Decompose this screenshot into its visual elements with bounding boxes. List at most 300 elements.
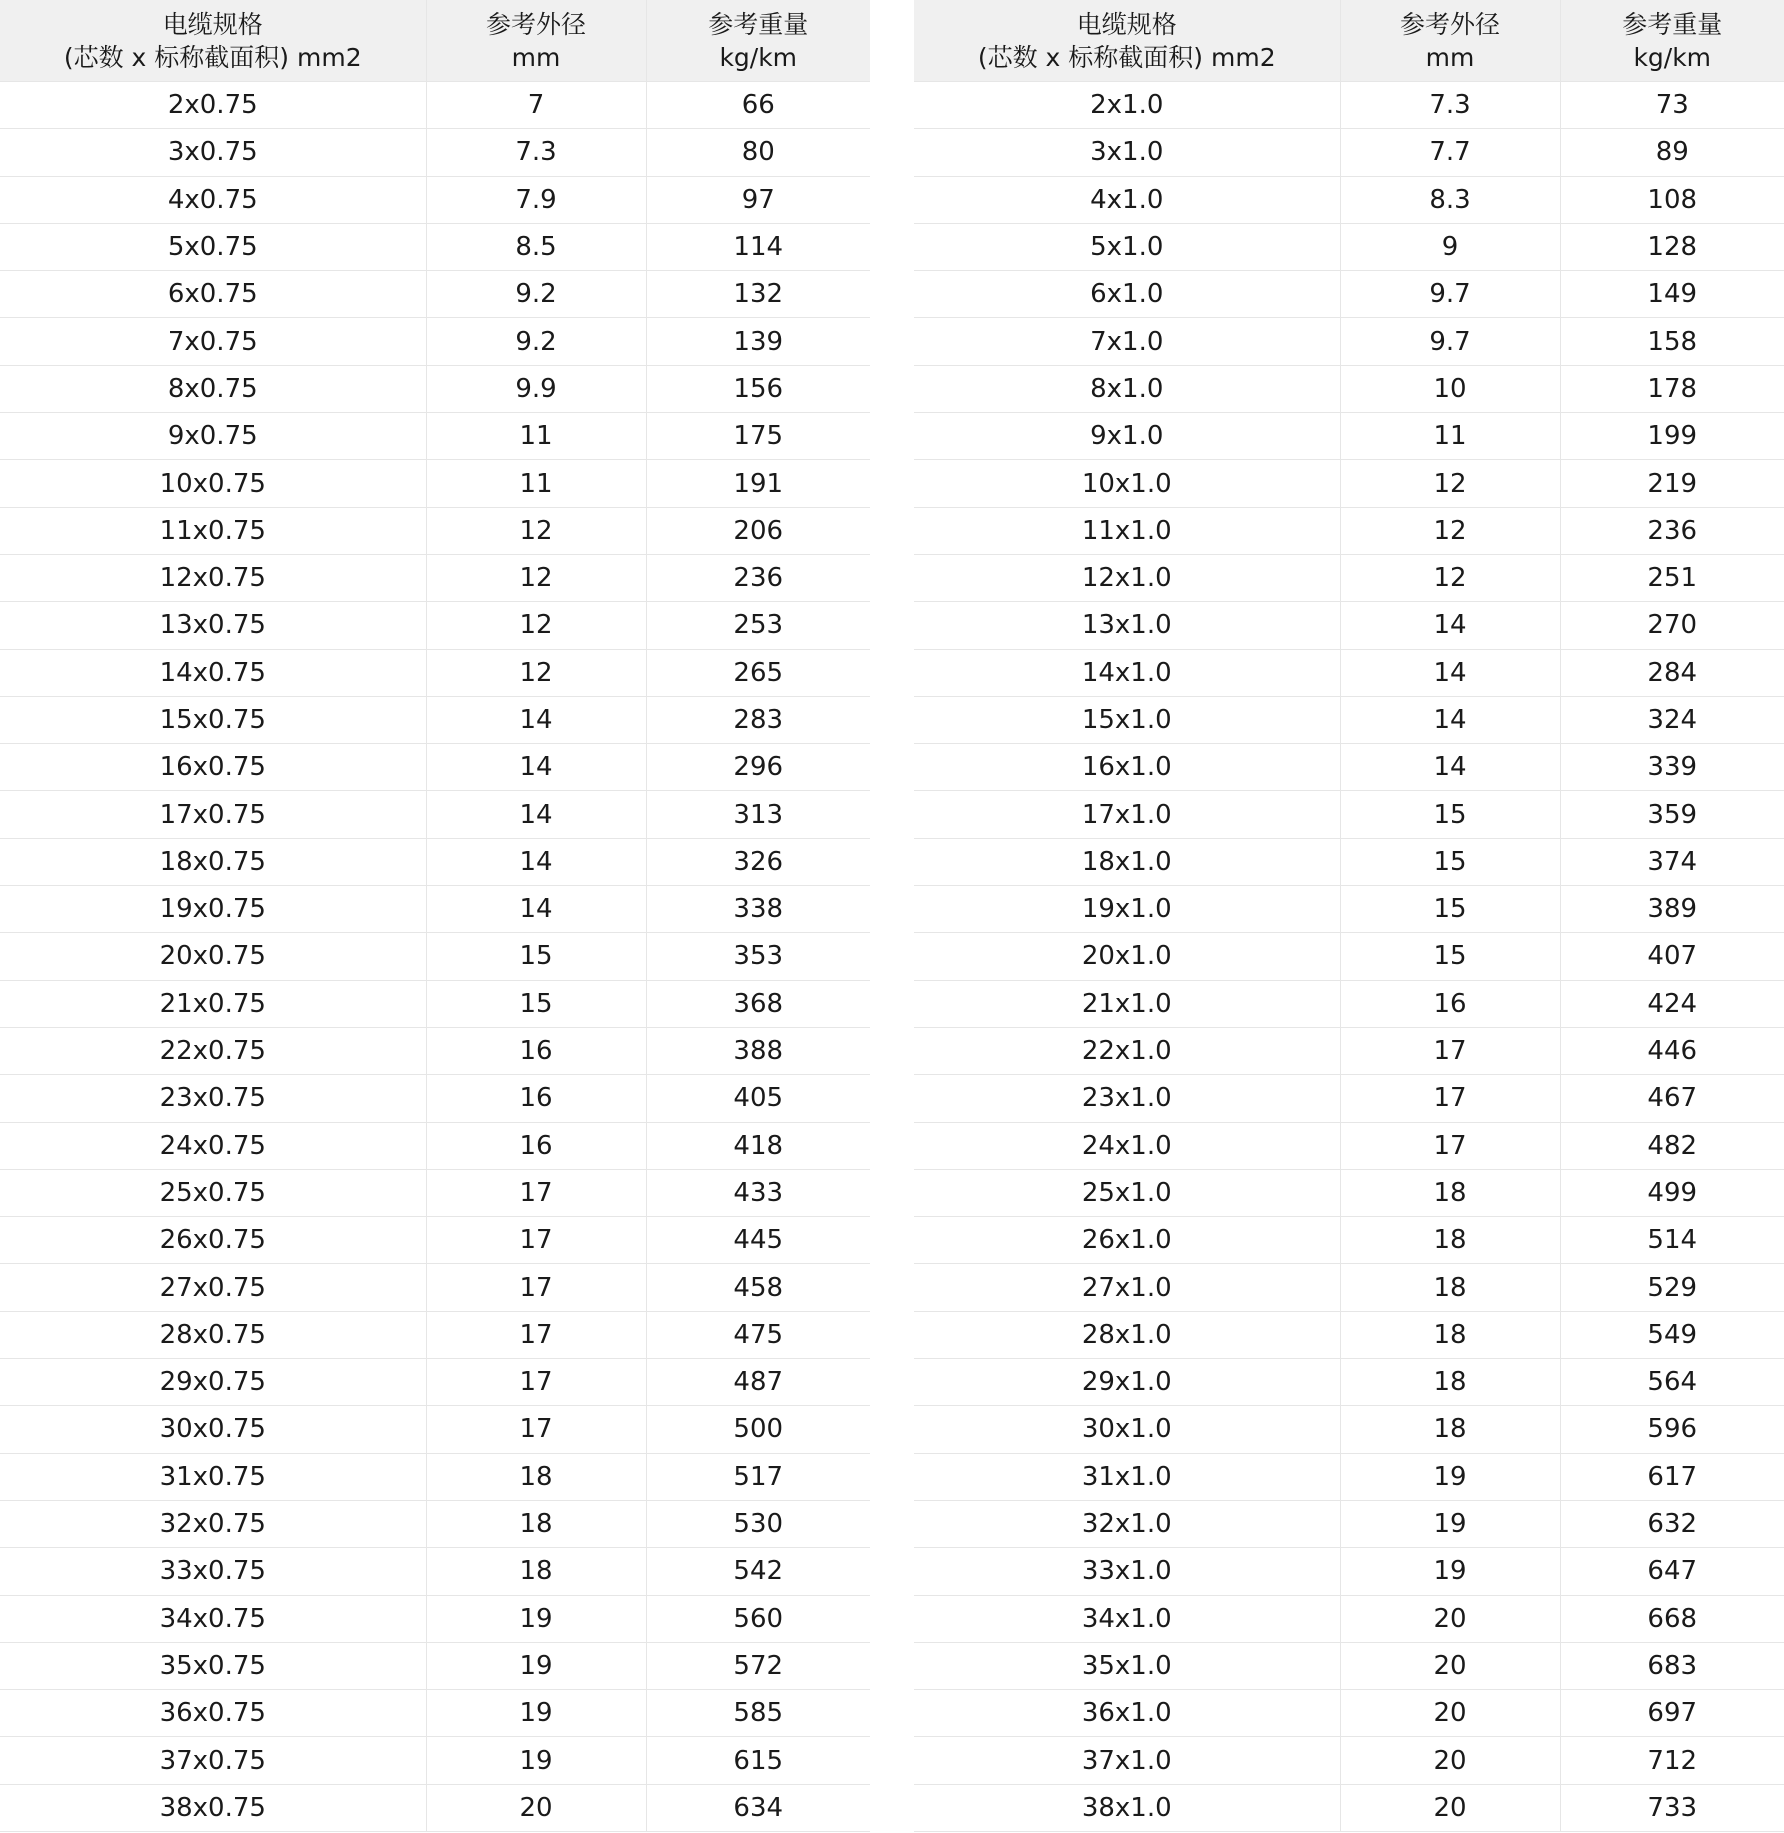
header-wt-line2: kg/km	[1633, 42, 1712, 72]
header-spec-line2: (芯数 x 标称截面积) mm2	[63, 42, 362, 72]
cell-weight: 66	[646, 82, 870, 129]
table-row	[914, 1784, 1784, 1831]
header-spec-line2: (芯数 x 标称截面积) mm2	[977, 42, 1276, 72]
table-row	[914, 838, 1784, 885]
cell-spec: 12x1.0	[914, 554, 1340, 601]
table-row	[914, 318, 1784, 365]
cell-outer-diameter: 11	[1340, 413, 1560, 460]
cell-weight: 191	[646, 460, 870, 507]
cell-outer-diameter: 15	[1340, 791, 1560, 838]
cell-outer-diameter: 7.3	[1340, 82, 1560, 129]
table-row	[914, 271, 1784, 318]
cell-spec: 15x1.0	[914, 696, 1340, 743]
cell-outer-diameter: 8.5	[426, 223, 646, 270]
cell-spec: 28x0.75	[0, 1311, 426, 1358]
cell-outer-diameter: 15	[1340, 886, 1560, 933]
cell-spec: 34x0.75	[0, 1595, 426, 1642]
cell-outer-diameter: 17	[426, 1169, 646, 1216]
cell-weight: 97	[646, 176, 870, 223]
cell-weight: 128	[1560, 223, 1784, 270]
cell-outer-diameter: 9.2	[426, 318, 646, 365]
cell-outer-diameter: 19	[1340, 1548, 1560, 1595]
cell-spec: 26x1.0	[914, 1217, 1340, 1264]
cell-weight: 475	[646, 1311, 870, 1358]
cell-weight: 270	[1560, 602, 1784, 649]
cell-outer-diameter: 11	[426, 460, 646, 507]
cell-weight: 560	[646, 1595, 870, 1642]
cell-spec: 19x1.0	[914, 886, 1340, 933]
cell-outer-diameter: 14	[426, 838, 646, 885]
cell-weight: 353	[646, 933, 870, 980]
cell-outer-diameter: 14	[1340, 649, 1560, 696]
cell-spec: 10x1.0	[914, 460, 1340, 507]
table-row	[0, 1359, 870, 1406]
header-od-line2: mm	[511, 42, 561, 72]
table-row	[914, 1264, 1784, 1311]
cell-weight: 175	[646, 413, 870, 460]
cell-outer-diameter: 7.3	[426, 129, 646, 176]
table-row	[0, 1690, 870, 1737]
header-row	[0, 0, 870, 82]
cell-weight: 219	[1560, 460, 1784, 507]
cell-spec: 38x1.0	[914, 1784, 1340, 1831]
cell-spec: 5x0.75	[0, 223, 426, 270]
cell-spec: 5x1.0	[914, 223, 1340, 270]
cell-outer-diameter: 16	[426, 1075, 646, 1122]
table-row	[914, 1453, 1784, 1500]
table-row	[914, 1122, 1784, 1169]
header-outer-diameter	[1340, 0, 1560, 82]
cell-weight: 374	[1560, 838, 1784, 885]
table-row	[0, 1122, 870, 1169]
cell-spec: 16x1.0	[914, 744, 1340, 791]
cell-spec: 25x1.0	[914, 1169, 1340, 1216]
cell-outer-diameter: 18	[426, 1548, 646, 1595]
table-row	[0, 1169, 870, 1216]
cell-weight: 458	[646, 1264, 870, 1311]
cell-spec: 13x1.0	[914, 602, 1340, 649]
cell-weight: 236	[646, 554, 870, 601]
cell-spec: 19x0.75	[0, 886, 426, 933]
cell-outer-diameter: 17	[426, 1359, 646, 1406]
table-row	[0, 838, 870, 885]
table-row	[914, 649, 1784, 696]
cell-weight: 585	[646, 1690, 870, 1737]
cell-weight: 158	[1560, 318, 1784, 365]
cell-outer-diameter: 12	[426, 649, 646, 696]
cell-spec: 30x0.75	[0, 1406, 426, 1453]
cell-outer-diameter: 12	[426, 507, 646, 554]
table-row	[0, 696, 870, 743]
cell-outer-diameter: 9.7	[1340, 271, 1560, 318]
header-row	[914, 0, 1784, 82]
cell-weight: 73	[1560, 82, 1784, 129]
cell-outer-diameter: 7	[426, 82, 646, 129]
table-row	[914, 554, 1784, 601]
cell-outer-diameter: 17	[426, 1217, 646, 1264]
cell-outer-diameter: 9	[1340, 223, 1560, 270]
cell-weight: 572	[646, 1642, 870, 1689]
cell-spec: 12x0.75	[0, 554, 426, 601]
cell-spec: 6x0.75	[0, 271, 426, 318]
header-weight	[646, 0, 870, 82]
cell-spec: 11x0.75	[0, 507, 426, 554]
cell-spec: 13x0.75	[0, 602, 426, 649]
header-weight	[1560, 0, 1784, 82]
cell-spec: 22x0.75	[0, 1027, 426, 1074]
cell-outer-diameter: 14	[426, 696, 646, 743]
cell-weight: 178	[1560, 365, 1784, 412]
cell-outer-diameter: 7.7	[1340, 129, 1560, 176]
table-row	[914, 886, 1784, 933]
cell-outer-diameter: 17	[426, 1264, 646, 1311]
cell-outer-diameter: 18	[1340, 1264, 1560, 1311]
cell-spec: 37x0.75	[0, 1737, 426, 1784]
table-row	[914, 1169, 1784, 1216]
table-row	[0, 1264, 870, 1311]
cell-weight: 265	[646, 649, 870, 696]
cell-spec: 20x0.75	[0, 933, 426, 980]
cell-spec: 27x0.75	[0, 1264, 426, 1311]
cell-spec: 3x0.75	[0, 129, 426, 176]
cell-outer-diameter: 18	[1340, 1217, 1560, 1264]
table-row	[0, 1642, 870, 1689]
cell-outer-diameter: 20	[1340, 1784, 1560, 1831]
cell-spec: 23x1.0	[914, 1075, 1340, 1122]
header-outer-diameter	[426, 0, 646, 82]
cell-spec: 2x0.75	[0, 82, 426, 129]
cell-outer-diameter: 18	[1340, 1169, 1560, 1216]
cell-outer-diameter: 12	[426, 602, 646, 649]
cell-outer-diameter: 19	[426, 1690, 646, 1737]
cell-weight: 418	[646, 1122, 870, 1169]
cell-weight: 284	[1560, 649, 1784, 696]
cell-outer-diameter: 16	[426, 1027, 646, 1074]
cell-outer-diameter: 9.7	[1340, 318, 1560, 365]
table-row	[0, 507, 870, 554]
cell-weight: 339	[1560, 744, 1784, 791]
table-row	[0, 791, 870, 838]
table-row	[0, 886, 870, 933]
header-wt-line1: 参考重量	[708, 9, 809, 39]
cell-spec: 24x1.0	[914, 1122, 1340, 1169]
cell-outer-diameter: 20	[1340, 1642, 1560, 1689]
cell-spec: 38x0.75	[0, 1784, 426, 1831]
cell-spec: 32x0.75	[0, 1500, 426, 1547]
cell-weight: 114	[646, 223, 870, 270]
header-spec-line1: 电缆规格	[1076, 9, 1177, 39]
cell-weight: 296	[646, 744, 870, 791]
cell-outer-diameter: 15	[426, 980, 646, 1027]
cell-outer-diameter: 17	[1340, 1122, 1560, 1169]
table-row	[0, 271, 870, 318]
table-row	[914, 1406, 1784, 1453]
cell-weight: 283	[646, 696, 870, 743]
cell-weight: 433	[646, 1169, 870, 1216]
cell-spec: 32x1.0	[914, 1500, 1340, 1547]
cell-spec: 4x1.0	[914, 176, 1340, 223]
cell-outer-diameter: 18	[426, 1453, 646, 1500]
cell-outer-diameter: 18	[1340, 1406, 1560, 1453]
cell-outer-diameter: 19	[426, 1737, 646, 1784]
table-row	[914, 413, 1784, 460]
cell-weight: 388	[646, 1027, 870, 1074]
cell-spec: 9x0.75	[0, 413, 426, 460]
cell-weight: 424	[1560, 980, 1784, 1027]
cell-outer-diameter: 20	[1340, 1690, 1560, 1737]
table-row	[914, 696, 1784, 743]
table-row	[914, 1217, 1784, 1264]
cell-spec: 27x1.0	[914, 1264, 1340, 1311]
table-row	[0, 1075, 870, 1122]
cell-outer-diameter: 9.2	[426, 271, 646, 318]
table-row	[0, 318, 870, 365]
table-row	[914, 1737, 1784, 1784]
cell-spec: 28x1.0	[914, 1311, 1340, 1358]
table-row	[0, 980, 870, 1027]
table-row	[0, 1027, 870, 1074]
cell-outer-diameter: 14	[1340, 602, 1560, 649]
table-row	[0, 365, 870, 412]
cell-outer-diameter: 11	[426, 413, 646, 460]
cell-weight: 683	[1560, 1642, 1784, 1689]
cell-weight: 156	[646, 365, 870, 412]
table-row	[914, 744, 1784, 791]
cell-spec: 20x1.0	[914, 933, 1340, 980]
cell-spec: 35x0.75	[0, 1642, 426, 1689]
cell-weight: 251	[1560, 554, 1784, 601]
cell-spec: 21x0.75	[0, 980, 426, 1027]
cell-spec: 17x0.75	[0, 791, 426, 838]
table-row	[914, 1500, 1784, 1547]
cell-weight: 634	[646, 1784, 870, 1831]
cell-spec: 25x0.75	[0, 1169, 426, 1216]
cell-weight: 514	[1560, 1217, 1784, 1264]
table-row	[0, 933, 870, 980]
table-row	[0, 1784, 870, 1831]
cell-spec: 7x1.0	[914, 318, 1340, 365]
cell-weight: 542	[646, 1548, 870, 1595]
cell-weight: 549	[1560, 1311, 1784, 1358]
table-row	[0, 1737, 870, 1784]
table-row	[914, 1690, 1784, 1737]
cell-outer-diameter: 12	[1340, 460, 1560, 507]
cell-weight: 446	[1560, 1027, 1784, 1074]
cell-outer-diameter: 17	[1340, 1027, 1560, 1074]
cell-weight: 668	[1560, 1595, 1784, 1642]
cell-outer-diameter: 16	[426, 1122, 646, 1169]
table-row	[914, 980, 1784, 1027]
table-row	[914, 602, 1784, 649]
table-row	[914, 129, 1784, 176]
table-row	[0, 1217, 870, 1264]
table-row	[0, 602, 870, 649]
cell-spec: 37x1.0	[914, 1737, 1340, 1784]
table-row	[0, 554, 870, 601]
header-od-line2: mm	[1425, 42, 1475, 72]
cell-weight: 80	[646, 129, 870, 176]
table-row	[914, 1359, 1784, 1406]
table-row	[914, 1027, 1784, 1074]
cell-weight: 632	[1560, 1500, 1784, 1547]
cell-outer-diameter: 17	[426, 1406, 646, 1453]
table-row	[914, 82, 1784, 129]
cell-spec: 7x0.75	[0, 318, 426, 365]
header-wt-line2: kg/km	[719, 42, 798, 72]
cell-outer-diameter: 16	[1340, 980, 1560, 1027]
cell-outer-diameter: 15	[426, 933, 646, 980]
cell-spec: 17x1.0	[914, 791, 1340, 838]
header-od-line1: 参考外径	[1399, 9, 1500, 39]
cell-outer-diameter: 19	[1340, 1453, 1560, 1500]
cell-spec: 15x0.75	[0, 696, 426, 743]
cell-spec: 14x1.0	[914, 649, 1340, 696]
header-od-line1: 参考外径	[485, 9, 586, 39]
table-row	[0, 460, 870, 507]
cell-weight: 389	[1560, 886, 1784, 933]
cell-weight: 253	[646, 602, 870, 649]
table-row	[914, 791, 1784, 838]
cell-weight: 697	[1560, 1690, 1784, 1737]
cell-spec: 9x1.0	[914, 413, 1340, 460]
cell-spec: 16x0.75	[0, 744, 426, 791]
cell-weight: 405	[646, 1075, 870, 1122]
cell-spec: 29x1.0	[914, 1359, 1340, 1406]
cell-weight: 368	[646, 980, 870, 1027]
cell-weight: 615	[646, 1737, 870, 1784]
cell-weight: 206	[646, 507, 870, 554]
table-row	[0, 649, 870, 696]
header-spec	[914, 0, 1340, 82]
cell-weight: 89	[1560, 129, 1784, 176]
cell-weight: 596	[1560, 1406, 1784, 1453]
cell-outer-diameter: 14	[426, 791, 646, 838]
table-row	[0, 223, 870, 270]
table-row	[914, 460, 1784, 507]
cell-spec: 26x0.75	[0, 1217, 426, 1264]
cell-weight: 326	[646, 838, 870, 885]
table-row	[914, 1548, 1784, 1595]
cell-spec: 6x1.0	[914, 271, 1340, 318]
cell-spec: 8x1.0	[914, 365, 1340, 412]
cell-spec: 24x0.75	[0, 1122, 426, 1169]
cell-weight: 359	[1560, 791, 1784, 838]
cell-spec: 29x0.75	[0, 1359, 426, 1406]
table-row	[914, 1075, 1784, 1122]
table-row	[914, 933, 1784, 980]
cell-outer-diameter: 17	[1340, 1075, 1560, 1122]
cell-outer-diameter: 17	[426, 1311, 646, 1358]
table-row	[914, 223, 1784, 270]
table-row	[0, 413, 870, 460]
table-row	[0, 1311, 870, 1358]
cell-spec: 11x1.0	[914, 507, 1340, 554]
table-row	[914, 507, 1784, 554]
cell-spec: 3x1.0	[914, 129, 1340, 176]
cell-spec: 22x1.0	[914, 1027, 1340, 1074]
cell-outer-diameter: 12	[1340, 554, 1560, 601]
cell-spec: 33x1.0	[914, 1548, 1340, 1595]
cell-spec: 10x0.75	[0, 460, 426, 507]
cell-weight: 313	[646, 791, 870, 838]
cell-weight: 132	[646, 271, 870, 318]
cable-table-1-0	[914, 0, 1784, 1832]
table-row	[0, 129, 870, 176]
cell-weight: 647	[1560, 1548, 1784, 1595]
cell-outer-diameter: 14	[426, 886, 646, 933]
cell-spec: 23x0.75	[0, 1075, 426, 1122]
cell-weight: 467	[1560, 1075, 1784, 1122]
cell-outer-diameter: 14	[1340, 696, 1560, 743]
table-body	[0, 82, 870, 1832]
cell-outer-diameter: 7.9	[426, 176, 646, 223]
cell-spec: 18x1.0	[914, 838, 1340, 885]
cell-spec: 36x1.0	[914, 1690, 1340, 1737]
table-row	[914, 1311, 1784, 1358]
table-row	[0, 744, 870, 791]
cell-outer-diameter: 8.3	[1340, 176, 1560, 223]
cell-outer-diameter: 10	[1340, 365, 1560, 412]
cell-weight: 530	[646, 1500, 870, 1547]
cell-outer-diameter: 14	[426, 744, 646, 791]
cell-outer-diameter: 12	[426, 554, 646, 601]
cell-outer-diameter: 14	[1340, 744, 1560, 791]
cell-spec: 2x1.0	[914, 82, 1340, 129]
header-spec	[0, 0, 426, 82]
cell-weight: 564	[1560, 1359, 1784, 1406]
table-row	[0, 1406, 870, 1453]
cell-spec: 31x0.75	[0, 1453, 426, 1500]
cell-weight: 617	[1560, 1453, 1784, 1500]
cell-weight: 407	[1560, 933, 1784, 980]
cell-weight: 445	[646, 1217, 870, 1264]
table-row	[914, 1642, 1784, 1689]
table-row	[0, 82, 870, 129]
cell-spec: 18x0.75	[0, 838, 426, 885]
cell-weight: 712	[1560, 1737, 1784, 1784]
cell-weight: 324	[1560, 696, 1784, 743]
cell-weight: 517	[646, 1453, 870, 1500]
table-body	[914, 82, 1784, 1832]
cell-weight: 236	[1560, 507, 1784, 554]
cell-weight: 733	[1560, 1784, 1784, 1831]
cell-weight: 487	[646, 1359, 870, 1406]
cable-table-0-75	[0, 0, 870, 1832]
cell-weight: 482	[1560, 1122, 1784, 1169]
cell-outer-diameter: 18	[426, 1500, 646, 1547]
table-header	[914, 0, 1784, 82]
cell-spec: 34x1.0	[914, 1595, 1340, 1642]
table-row	[914, 1595, 1784, 1642]
cell-spec: 31x1.0	[914, 1453, 1340, 1500]
cell-weight: 499	[1560, 1169, 1784, 1216]
table-row	[914, 365, 1784, 412]
cell-outer-diameter: 18	[1340, 1311, 1560, 1358]
cell-outer-diameter: 12	[1340, 507, 1560, 554]
cell-spec: 30x1.0	[914, 1406, 1340, 1453]
cell-weight: 149	[1560, 271, 1784, 318]
cell-weight: 529	[1560, 1264, 1784, 1311]
cell-spec: 4x0.75	[0, 176, 426, 223]
table-row	[0, 1500, 870, 1547]
cell-outer-diameter: 20	[1340, 1737, 1560, 1784]
cell-outer-diameter: 15	[1340, 933, 1560, 980]
cell-spec: 35x1.0	[914, 1642, 1340, 1689]
cell-spec: 21x1.0	[914, 980, 1340, 1027]
cell-outer-diameter: 18	[1340, 1359, 1560, 1406]
table-row	[0, 1548, 870, 1595]
cell-weight: 500	[646, 1406, 870, 1453]
